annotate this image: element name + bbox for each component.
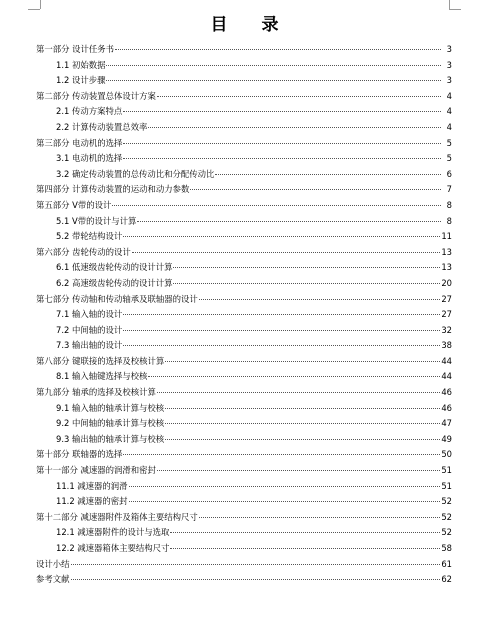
toc-entry[interactable] xyxy=(36,292,452,308)
toc-entry[interactable] xyxy=(36,276,452,292)
toc-dot-leader xyxy=(165,361,440,362)
toc-entry-page-number: 8 xyxy=(446,199,452,210)
toc-dot-leader xyxy=(106,65,441,66)
toc-entry-title: 第二部分 传动装置总体设计方案 xyxy=(36,90,156,101)
toc-entry-page-number: 3 xyxy=(446,75,452,86)
toc-entry-title: 6.2 高速级齿轮传动的设计计算 xyxy=(56,277,173,288)
toc-entry-title: 第十部分 联轴器的选择 xyxy=(36,449,123,460)
toc-entry-title: 8.1 输入轴键选择与校核 xyxy=(56,371,148,382)
toc-dot-leader xyxy=(71,564,441,565)
toc-dot-leader xyxy=(173,283,440,284)
toc-entry[interactable] xyxy=(36,151,452,167)
toc-entry[interactable] xyxy=(36,447,452,463)
toc-entry[interactable] xyxy=(36,369,452,385)
toc-entry-page-number: 50 xyxy=(441,449,452,460)
toc-dot-leader xyxy=(123,454,440,455)
toc-entry-page-number: 62 xyxy=(441,574,452,585)
toc-dot-leader xyxy=(123,111,441,112)
toc-entry-title: 2.2 计算传动装置总效率 xyxy=(56,121,148,132)
toc-entry[interactable] xyxy=(36,541,452,557)
toc-entry-title: 3.2 确定传动装置的总传动比和分配传动比 xyxy=(56,168,215,179)
toc-dot-leader xyxy=(137,221,441,222)
toc-entry[interactable] xyxy=(36,510,452,526)
toc-dot-leader xyxy=(165,439,440,440)
toc-entry-title: 1.1 初始数据 xyxy=(56,59,106,70)
toc-entry[interactable] xyxy=(36,120,452,136)
toc-entry-page-number: 5 xyxy=(446,137,452,148)
toc-entry-title: 第七部分 传动轴和传动轴承及联轴器的设计 xyxy=(36,293,198,304)
crop-mark-top-left-vertical xyxy=(40,0,41,9)
toc-entry-title: 第一部分 设计任务书 xyxy=(36,44,115,54)
toc-entry[interactable] xyxy=(36,323,452,339)
toc-entry-page-number: 27 xyxy=(441,293,452,304)
toc-entry-title: 6.1 低速级齿轮传动的设计计算 xyxy=(56,262,173,273)
toc-entry[interactable] xyxy=(36,525,452,541)
toc-entry-title: 第四部分 计算传动装置的运动和动力参数 xyxy=(36,184,190,195)
toc-entry-title: 12.1 减速器附件的设计与选取 xyxy=(56,527,170,538)
toc-entry[interactable] xyxy=(36,167,452,183)
toc-dot-leader xyxy=(123,143,441,144)
toc-entry-title: 12.2 减速器箱体主要结构尺寸 xyxy=(56,543,170,553)
toc-dot-leader xyxy=(173,267,440,268)
toc-entry[interactable] xyxy=(36,136,452,152)
toc-entry[interactable] xyxy=(36,401,452,417)
toc-dot-leader xyxy=(123,330,440,331)
toc-entry-page-number: 46 xyxy=(441,402,452,413)
toc-entry-page-number: 4 xyxy=(446,121,452,132)
toc-entry[interactable] xyxy=(36,416,452,432)
toc-dot-leader xyxy=(123,314,440,315)
toc-dot-leader xyxy=(199,517,441,518)
toc-entry[interactable] xyxy=(36,494,452,510)
toc-entry[interactable] xyxy=(36,89,452,105)
toc-entry-title: 设计小结 xyxy=(36,558,70,569)
toc-entry[interactable] xyxy=(36,354,452,370)
toc-dot-leader xyxy=(115,49,441,50)
toc-entry-title: 7.1 输入轴的设计 xyxy=(56,309,123,320)
toc-entry-title: 第六部分 齿轮传动的设计 xyxy=(36,246,131,257)
toc-entry-page-number: 13 xyxy=(441,262,452,273)
toc-entry-page-number: 32 xyxy=(441,324,452,335)
toc-entry-title: 第三部分 电动机的选择 xyxy=(36,137,123,148)
toc-dot-leader xyxy=(129,486,441,487)
toc-entry-page-number: 58 xyxy=(441,543,452,553)
toc-entry[interactable] xyxy=(36,385,452,401)
toc-dot-leader xyxy=(123,236,440,237)
toc-entry-page-number: 52 xyxy=(441,527,452,538)
toc-entry-page-number: 44 xyxy=(441,371,452,382)
toc-entry-page-number: 61 xyxy=(441,558,452,569)
toc-entry-title: 第十一部分 减速器的润滑和密封 xyxy=(36,465,156,476)
toc-dot-leader xyxy=(157,392,440,393)
toc-entry-title: 参考文献 xyxy=(36,574,70,585)
toc-entry-page-number: 5 xyxy=(446,153,452,164)
toc-entry-title: 1.2 设计步骤 xyxy=(56,75,106,86)
toc-entry[interactable] xyxy=(36,42,452,58)
toc-dot-leader xyxy=(129,501,441,502)
crop-mark-top-right-vertical xyxy=(449,0,450,9)
toc-dot-leader xyxy=(157,96,441,97)
toc-entry-title: 9.2 中间轴的轴承计算与校核 xyxy=(56,418,165,429)
toc-entry-page-number: 13 xyxy=(441,246,452,257)
toc-dot-leader xyxy=(170,548,440,549)
toc-entry-page-number: 44 xyxy=(441,355,452,366)
toc-dot-leader xyxy=(112,205,441,206)
toc-entry-page-number: 6 xyxy=(446,168,452,179)
toc-entry[interactable] xyxy=(36,572,452,588)
toc-dot-leader xyxy=(157,470,440,471)
toc-entry[interactable] xyxy=(36,104,452,120)
toc-entry-page-number: 20 xyxy=(441,277,452,288)
toc-entry[interactable] xyxy=(36,214,452,230)
toc-entry-title: 2.1 传动方案特点 xyxy=(56,106,123,117)
toc-dot-leader xyxy=(165,408,440,409)
toc-entry[interactable] xyxy=(36,338,452,354)
toc-entry-page-number: 46 xyxy=(441,387,452,398)
toc-entry[interactable] xyxy=(36,58,452,74)
toc-dot-leader xyxy=(71,579,441,580)
toc-entry[interactable] xyxy=(36,73,452,89)
toc-entry-page-number: 27 xyxy=(441,309,452,320)
toc-entry-title: 7.3 输出轴的设计 xyxy=(56,340,123,351)
toc-entry-page-number: 3 xyxy=(446,44,452,54)
toc-entry[interactable] xyxy=(36,182,452,198)
toc-entry-page-number: 52 xyxy=(441,511,452,522)
toc-entry-title: 11.2 减速器的密封 xyxy=(56,496,128,507)
toc-entry-title: 5.1 V带的设计与计算 xyxy=(56,215,137,226)
toc-dot-leader xyxy=(106,80,441,81)
toc-dot-leader xyxy=(170,532,440,533)
toc-entry-page-number: 49 xyxy=(441,433,452,444)
toc-dot-leader xyxy=(165,423,440,424)
toc-dot-leader xyxy=(148,376,440,377)
toc-entry-title: 9.3 输出轴的轴承计算与校核 xyxy=(56,433,165,444)
toc-entry-page-number: 51 xyxy=(441,480,452,491)
toc-entry-title: 第十二部分 减速器附件及箱体主要结构尺寸 xyxy=(36,511,198,522)
toc-entry-title: 第九部分 轴承的选择及校核计算 xyxy=(36,387,156,398)
toc-dot-leader xyxy=(123,158,441,159)
toc-entry[interactable] xyxy=(36,245,452,261)
toc-entry-page-number: 47 xyxy=(441,418,452,429)
toc-entry[interactable] xyxy=(36,557,452,573)
toc-entry-title: 11.1 减速器的润滑 xyxy=(56,480,128,491)
toc-dot-leader xyxy=(123,345,440,346)
toc-dot-leader xyxy=(199,299,441,300)
toc-entry-page-number: 3 xyxy=(446,59,452,70)
toc-entry[interactable] xyxy=(36,260,452,276)
toc-entry-title: 第五部分 V带的设计 xyxy=(36,199,112,210)
toc-entry-title: 5.2 带轮结构设计 xyxy=(56,231,123,242)
toc-entry-page-number: 52 xyxy=(441,496,452,507)
toc-entry-title: 3.1 电动机的选择 xyxy=(56,153,123,164)
toc-entry[interactable] xyxy=(36,432,452,448)
toc-dot-leader xyxy=(148,127,441,128)
page-title: 目 录 xyxy=(210,15,293,35)
toc-dot-leader xyxy=(190,189,441,190)
toc-entry-page-number: 7 xyxy=(446,184,452,195)
toc-entry[interactable] xyxy=(36,479,452,495)
toc-entry-title: 第八部分 键联接的选择及校核计算 xyxy=(36,355,165,366)
toc-entry-page-number: 11 xyxy=(441,231,452,242)
toc-entry-page-number: 4 xyxy=(446,90,452,101)
toc-entry-page-number: 8 xyxy=(446,215,452,226)
toc-entry-page-number: 4 xyxy=(446,106,452,117)
toc-entry-page-number: 51 xyxy=(441,465,452,476)
toc-entry-page-number: 38 xyxy=(441,340,452,351)
crop-mark-top-right-horizontal xyxy=(449,9,461,10)
toc-entry-title: 9.1 输入轴的轴承计算与校核 xyxy=(56,402,165,413)
toc-entry[interactable] xyxy=(36,307,452,323)
toc-entry[interactable] xyxy=(36,229,452,245)
crop-mark-top-left-horizontal xyxy=(28,9,40,10)
table-of-contents xyxy=(36,42,452,588)
toc-dot-leader xyxy=(215,174,441,175)
toc-entry[interactable] xyxy=(36,463,452,479)
toc-dot-leader xyxy=(132,252,441,253)
toc-entry-title: 7.2 中间轴的设计 xyxy=(56,324,123,335)
toc-entry[interactable] xyxy=(36,198,452,214)
